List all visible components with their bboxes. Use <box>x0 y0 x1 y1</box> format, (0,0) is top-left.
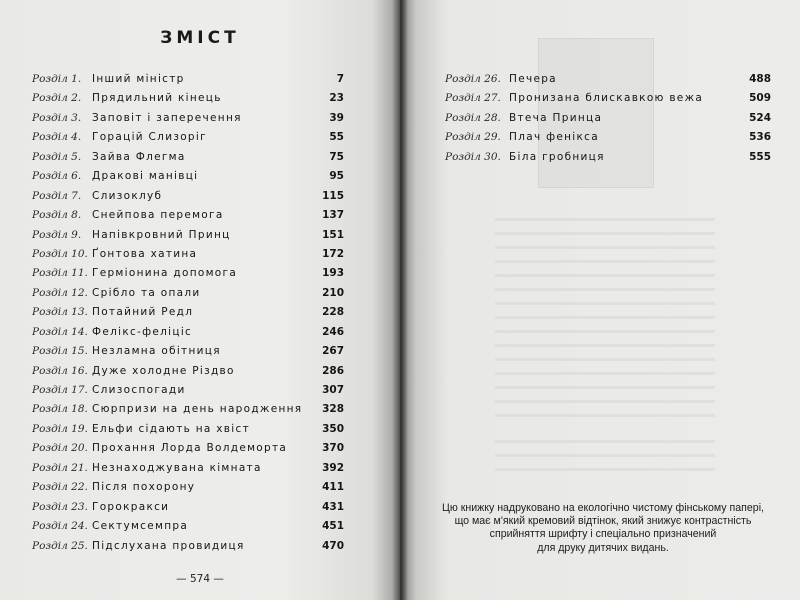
show-through-text <box>495 414 715 417</box>
chapter-label: Розділ 12. <box>32 286 88 299</box>
toc-list-left <box>32 70 344 556</box>
chapter-label: Розділ 14. <box>32 325 88 338</box>
show-through-text <box>495 372 715 375</box>
chapter-title: Ґонтова хатина <box>92 247 198 260</box>
chapter-label: Розділ 7. <box>32 189 82 202</box>
toc-entry[interactable] <box>32 70 344 89</box>
toc-entry[interactable] <box>32 342 344 361</box>
chapter-title: Інший міністр <box>92 73 185 85</box>
chapter-title: Горацій Слизоріг <box>92 131 207 144</box>
chapter-label: Розділ 8. <box>32 209 82 222</box>
paper-note-line: Цю книжку надруковано на екологічно чистому фінському папері, <box>441 502 764 514</box>
chapter-page: 151 <box>322 228 344 241</box>
show-through-text <box>495 440 715 443</box>
chapter-label: Розділ 19. <box>32 422 88 435</box>
chapter-label: Розділ 18. <box>32 403 88 416</box>
chapter-label: Розділ 20. <box>32 442 88 455</box>
toc-entry[interactable] <box>32 517 344 536</box>
chapter-title: Напівкровний Принц <box>92 228 231 241</box>
chapter-page: 392 <box>322 461 344 474</box>
chapter-label: Розділ 10. <box>32 247 88 260</box>
chapter-title: Фелікс-феліціс <box>92 325 193 338</box>
chapter-label: Розділ 17. <box>32 384 88 396</box>
toc-entry[interactable] <box>32 264 344 283</box>
chapter-page: 137 <box>322 209 344 222</box>
toc-entry[interactable] <box>445 70 771 89</box>
toc-entry[interactable] <box>32 459 344 478</box>
chapter-page: 7 <box>336 73 344 85</box>
chapter-label: Розділ 28. <box>445 111 501 124</box>
chapter-label: Розділ 15. <box>32 345 88 358</box>
toc-entry[interactable] <box>32 128 344 147</box>
toc-list-right <box>445 70 771 167</box>
chapter-title: Прохання Лорда Волдеморта <box>92 442 288 455</box>
show-through-text <box>495 260 715 263</box>
chapter-label: Розділ 29. <box>445 131 501 144</box>
toc-title: ЗМІСТ <box>160 28 240 48</box>
toc-entry[interactable] <box>32 478 344 497</box>
chapter-label: Розділ 30. <box>445 150 501 163</box>
toc-entry[interactable] <box>445 109 771 128</box>
toc-entry[interactable] <box>32 381 344 400</box>
toc-entry[interactable] <box>32 362 344 381</box>
chapter-title: Сектумсемпра <box>92 520 189 533</box>
page-number: — 574 — <box>176 573 224 585</box>
chapter-title: Після похорону <box>92 481 196 494</box>
chapter-title: Срібло та опали <box>92 286 201 299</box>
chapter-label: Розділ 5. <box>32 150 82 163</box>
chapter-page: 75 <box>329 150 344 163</box>
chapter-page: 286 <box>322 364 344 377</box>
chapter-page: 95 <box>329 170 344 183</box>
show-through-text <box>495 218 715 221</box>
toc-entry[interactable] <box>32 400 344 419</box>
chapter-page: 431 <box>322 500 344 513</box>
toc-entry[interactable] <box>32 303 344 322</box>
paper-note-line: сприйняття шрифту і спеціально призначений <box>489 528 717 541</box>
chapter-label: Розділ 1. <box>32 73 82 85</box>
chapter-page: 509 <box>749 92 771 105</box>
chapter-label: Розділ 9. <box>32 228 82 241</box>
chapter-title: Ельфи сідають на хвіст <box>92 422 250 435</box>
chapter-title: Біла гробниця <box>509 150 605 163</box>
show-through-text <box>495 274 715 277</box>
show-through-text <box>495 232 715 235</box>
toc-entry[interactable] <box>32 537 344 556</box>
chapter-page: 246 <box>322 325 344 338</box>
chapter-page: 536 <box>749 131 771 144</box>
chapter-label: Розділ 26. <box>445 73 501 85</box>
toc-entry[interactable] <box>32 498 344 517</box>
toc-entry[interactable] <box>32 89 344 108</box>
chapter-page: 524 <box>749 111 771 124</box>
show-through-text <box>495 358 715 361</box>
chapter-label: Розділ 22. <box>32 481 88 494</box>
chapter-label: Розділ 23. <box>32 500 88 513</box>
chapter-title: Сюрпризи на день народження <box>92 403 303 416</box>
chapter-title: Підслухана провидиця <box>92 539 245 552</box>
toc-entry[interactable] <box>32 226 344 245</box>
chapter-page: 193 <box>322 267 344 280</box>
chapter-page: 115 <box>322 189 344 202</box>
chapter-title: Снейпова перемога <box>92 209 224 222</box>
chapter-page: 555 <box>749 150 771 163</box>
chapter-page: 39 <box>329 111 344 124</box>
show-through-text <box>495 454 715 457</box>
right-page <box>400 0 800 600</box>
chapter-title: Прядильний кінець <box>92 92 222 105</box>
show-through-text <box>495 330 715 333</box>
toc-entry[interactable] <box>32 420 344 439</box>
chapter-title: Заповіт і заперечення <box>92 111 242 124</box>
toc-entry[interactable] <box>32 439 344 458</box>
show-through-text <box>495 316 715 319</box>
show-through-text <box>495 344 715 347</box>
chapter-page: 370 <box>322 442 344 455</box>
chapter-page: 55 <box>329 131 344 144</box>
chapter-page: 210 <box>322 286 344 299</box>
chapter-title: Дуже холодне Різдво <box>92 364 235 377</box>
chapter-title: Печера <box>509 73 557 85</box>
paper-note-line: для друку дитячих видань. <box>537 541 669 554</box>
chapter-page: 328 <box>322 403 344 416</box>
toc-entry[interactable] <box>32 323 344 342</box>
chapter-label: Розділ 6. <box>32 170 82 183</box>
toc-entry[interactable] <box>32 167 344 186</box>
chapter-label: Розділ 2. <box>32 92 82 105</box>
chapter-page: 307 <box>322 384 344 396</box>
chapter-page: 488 <box>749 73 771 85</box>
chapter-page: 350 <box>322 422 344 435</box>
show-through-text <box>495 468 715 471</box>
chapter-title: Втеча Принца <box>509 111 603 124</box>
chapter-title: Незнаходжувана кімната <box>92 461 262 474</box>
toc-entry[interactable] <box>32 284 344 303</box>
toc-entry[interactable] <box>32 245 344 264</box>
toc-entry[interactable] <box>445 128 771 147</box>
book-spine-gutter <box>392 0 408 600</box>
chapter-label: Розділ 21. <box>32 461 88 474</box>
show-through-text <box>495 288 715 291</box>
paper-note-line: що має м'який кремовий відтінок, який знижує контрастність <box>454 515 752 528</box>
chapter-page: 411 <box>322 481 344 494</box>
chapter-label: Розділ 13. <box>32 306 88 319</box>
chapter-label: Розділ 25. <box>32 539 88 552</box>
toc-entry[interactable] <box>32 148 344 167</box>
show-through-text <box>495 246 715 249</box>
chapter-label: Розділ 24. <box>32 520 88 533</box>
chapter-page: 267 <box>322 345 344 358</box>
chapter-title: Дракові манівці <box>92 170 199 183</box>
toc-entry[interactable] <box>32 206 344 225</box>
show-through-text <box>495 386 715 389</box>
chapter-title: Горокракси <box>92 500 170 513</box>
paper-note <box>440 502 766 555</box>
toc-entry[interactable] <box>445 89 771 108</box>
chapter-title: Потайний Редл <box>92 306 194 319</box>
chapter-label: Розділ 11. <box>32 267 88 280</box>
chapter-page: 172 <box>322 247 344 260</box>
toc-entry[interactable] <box>32 187 344 206</box>
chapter-label: Розділ 27. <box>445 92 501 105</box>
chapter-page: 23 <box>329 92 344 105</box>
chapter-page: 228 <box>322 306 344 319</box>
toc-entry[interactable] <box>445 148 771 167</box>
chapter-title: Зайва Флегма <box>92 150 186 163</box>
chapter-label: Розділ 16. <box>32 364 88 377</box>
chapter-title: Герміонина допомога <box>92 267 238 280</box>
chapter-title: Плач фенікса <box>509 131 599 144</box>
chapter-title: Пронизана блискавкою вежа <box>509 92 704 105</box>
chapter-page: 470 <box>322 539 344 552</box>
chapter-label: Розділ 3. <box>32 111 82 124</box>
chapter-title: Незламна обітниця <box>92 345 221 358</box>
show-through-text <box>495 400 715 403</box>
toc-entry[interactable] <box>32 109 344 128</box>
chapter-page: 451 <box>322 520 344 533</box>
show-through-text <box>495 302 715 305</box>
chapter-title: Слизоклуб <box>92 189 163 202</box>
chapter-title: Слизоспогади <box>92 384 186 396</box>
chapter-label: Розділ 4. <box>32 131 82 144</box>
